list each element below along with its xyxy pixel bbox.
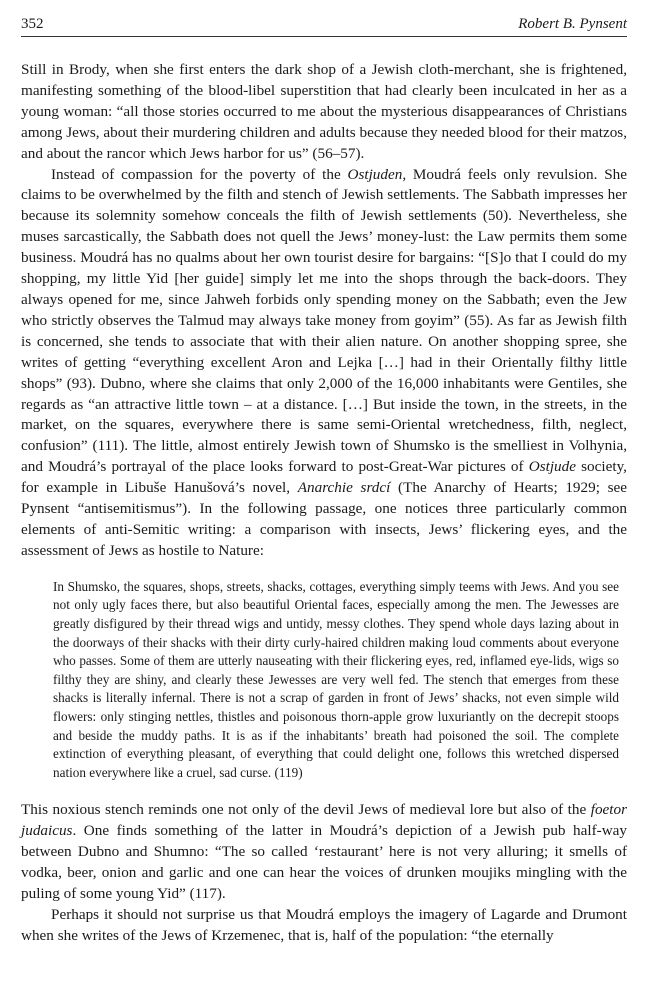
running-header (21, 14, 627, 37)
paragraph-1: Still in Brody, when she first enters the dark shop of a Jewish cloth-merchant, she is frightened, manifesting something of the blood-libel superstition that had clearly been inculcated in her as a young woman: “all those stories occurred to me about the mysterious disappearances of Christians among Jews, about their murdering children and adults because they needed blood for their matzos, and about the rancor which Jews harbor for us” (56–57). (21, 61, 627, 162)
running-head-author: Robert B. Pynsent (518, 16, 627, 32)
page-number: 352 (21, 16, 44, 32)
italic-term: Ostjuden (347, 165, 403, 183)
italic-term: Ostjude (528, 458, 576, 476)
text-run: . One finds something of the latter in Moudrá’s depiction of a Jewish pub half-way between Dubno and Shumno: “The so called ‘restaurant’ here is not very alluring; it smells of vodka, beer, onion and garlic and one can hear the voices of drunken moujiks mingling with the puling of some young Yid” (117). (21, 822, 627, 902)
italic-term: foetor judaicus (21, 801, 627, 840)
italic-title: Anarchie srdcí (297, 479, 391, 497)
text-run: , Moudrá feels only revulsion. She claims to be overwhelmed by the filth and stench of Jewish settlements. The Sabbath impresses her because its solemnity somehow conceals the filth of Jewish settlements (50). Nevertheless, she muses sarcastically, the Sabbath does not quell the Jews’ money-lust: the Law permits them some business. Moudrá has no qualms about her own tourist desire for bargains: “[S]o that I could do my shopping, my little Yid [her guide] simply let me into the shops through the back-doors. They always opened for me, since Jahweh forbids only spending money on the Sabbath; even the Jew who strictly observes the Talmud may always take money from goyim” (55). As far as Jewish filth is concerned, she tends to associate that with their alien nature. On another shopping spree, she writes of getting “everything excellent Aron and Lejka […] had in their Orientally filthy little shops” (93). Dubno, where she claims that only 2,000 of the 16,000 inhabitants were Gentiles, she regards as “an attractive little town – at a distance. […] But inside the town, in the streets, in the market, on the squares, everywhere there is same semi-Oriental wretchedness, filth, neglect, confusion” (111). The little, almost entirely Jewish town of Shumsko is the smelliest in Volhynia, and Moudrá’s portrayal of the place looks forward to post-Great-War pictures of (21, 165, 627, 476)
block-quote: In Shumsko, the squares, shops, streets, shacks, cottages, everything simply teems with Jews. And you see not only ugly faces there, but also beautiful Oriental faces, especially among the men. The Jewesses are greatly disfigured by their thread wigs and untidy, messy clothes. They spend whole days lazing about in the doorways of their shacks with their dirty curly-haired children making loud comments about everyone who passes. Some of them are utterly nauseating with their flickering eyes, red, inflamed eye-lids, wigs so filthy they are shiny, and clearly these Jewesses are very well fed. The stench that emerges from these shacks is literally infernal. There is not a scrap of garden in front of Jews’ shacks, not even simple wild flowers: only stinging nettles, thistles and poisonous thorn-apple grow luxuriantly on the decrepit stoops and beside the muddy paths. It is as if the inhabitants’ breath had poisoned the soil. The complete extinction of everything pleasant, of everything that could delight one, follows this wretched dispersed nation everywhere like a cruel, sad curse. (119) (53, 578, 619, 780)
text-run: Instead of compassion for the poverty of the (51, 165, 348, 183)
paragraph-2 (21, 165, 627, 562)
body-text (21, 60, 627, 947)
text-run: (The Anarchy of Hearts; 1929; see Pynsent “antisemitismus”). In the following passage, one notices three particularly common elements of anti-Semitic writing: a comparison with insects, Jews’ flickering eyes, and the assessment of Jews as hostile to Nature: (21, 479, 627, 559)
text-run: This noxious stench reminds one not only of the devil Jews of medieval lore but also of the (21, 801, 591, 819)
text-run: society, for example in Libuše Hanušová’s novel, (21, 458, 627, 497)
paragraph-4: Perhaps it should not surprise us that Moudrá employs the imagery of Lagarde and Drumont when she writes of the Jews of Krzemenec, that is, half of the population: “the eternally (21, 905, 627, 944)
paragraph-3 (21, 800, 627, 905)
